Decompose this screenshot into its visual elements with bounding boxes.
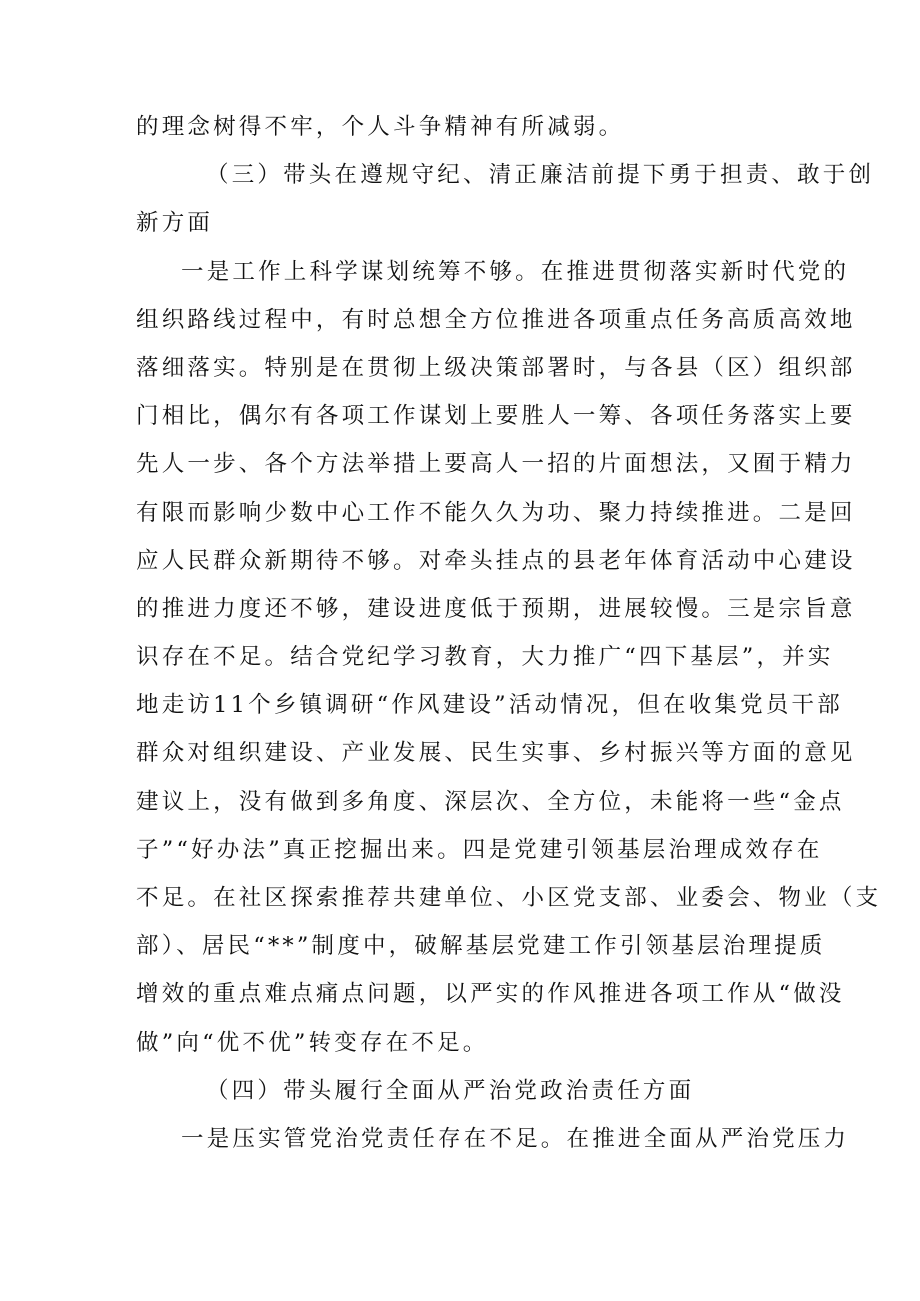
text-line: 不足。在社区探索推荐共建单位、小区党支部、业委会、物业（支 [136,885,882,911]
paragraph-last-line: 做”向“优不优”转变存在不足。 [136,1029,489,1056]
text-line: 门相比，偶尔有各项工作谋划上要胜人一筹、各项任务落实上要 [136,403,856,430]
text-line: 有限而影响少数中心工作不能久久为功、聚力持续推进。二是回 [136,499,856,526]
text-line: 地走访11个乡镇调研“作风建设”活动情况，但在收集党员干部 [136,692,843,719]
section-heading-3-cont: 新方面 [136,210,214,237]
text-line: 子”“好办法”真正挖掘出来。四是党建引领基层治理成效存在 [136,836,823,863]
text-line: 识存在不足。结合党纪学习教育，大力推广“四下基层”，并实 [136,644,834,671]
text-line: 的理念树得不牢，个人斗争精神有所减弱。 [136,114,625,140]
text-line: 的推进力度还不够，建设进度低于预期，进展较慢。三是宗旨意 [136,595,856,622]
text-line: 组织路线过程中，有时总想全方位推进各项重点任务高质高效地 [136,306,856,333]
text-line: 应人民群众新期待不够。对牵头挂点的县老年体育活动中心建设 [136,547,856,574]
text-line: 落细落实。特别是在贯彻上级决策部署时，与各县（区）组织部 [136,354,856,381]
text-line: 增效的重点难点痛点问题，以严实的作风推进各项工作从“做没 [136,981,845,1008]
text-line: 部）、居民“**”制度中，破解基层党建工作引领基层治理提质 [136,933,826,960]
section-heading-4: （四）带头履行全面从严治党政治责任方面 [206,1077,695,1104]
text-line: 先人一步、各个方法举措上要高人一招的片面想法，又囿于精力 [136,451,856,478]
text-line: 建议上，没有做到多角度、深层次、全方位，未能将一些“金点 [136,788,845,815]
text-line: 群众对组织建设、产业发展、民生实事、乡村振兴等方面的意见 [136,740,856,767]
paragraph-first-line: 一是压实管党治党责任存在不足。在推进全面从严治党压力 [181,1125,850,1152]
document-body [136,103,882,1163]
paragraph-first-line: 一是工作上科学谋划统筹不够。在推进贯彻落实新时代党的 [181,258,850,285]
section-heading-3: （三）带头在遵规守纪、清正廉洁前提下勇于担责、敢于创 [206,162,875,189]
